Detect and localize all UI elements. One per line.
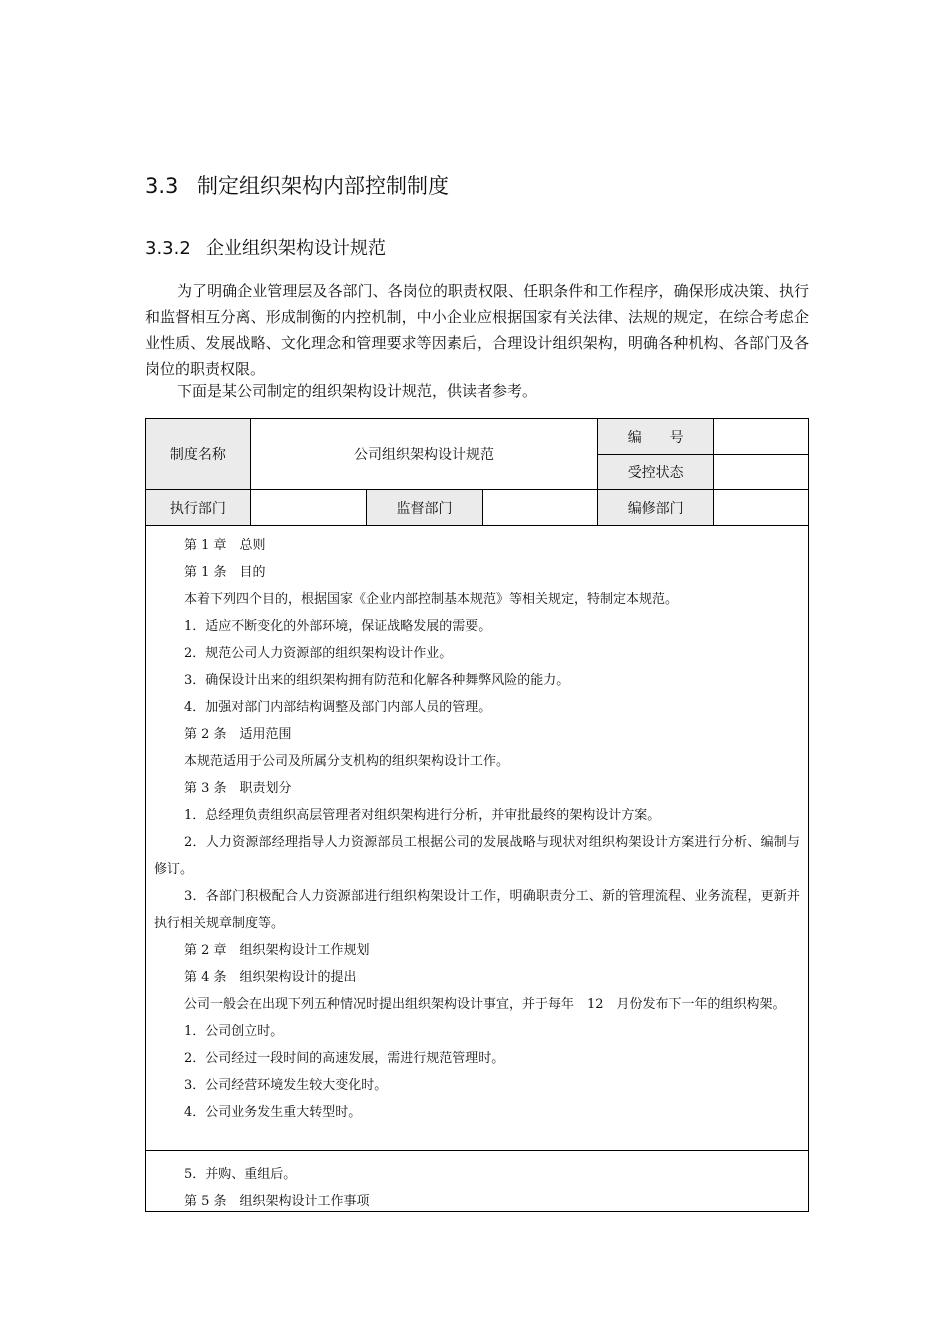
regulation-body-continued bbox=[145, 1150, 809, 1212]
body-line: 第 1 章 总则 bbox=[184, 538, 266, 553]
status-label: 受控状态 bbox=[598, 455, 714, 490]
name-value: 公司组织架构设计规范 bbox=[250, 419, 597, 490]
body-line: 第 5 条 组织架构设计工作事项 bbox=[184, 1194, 370, 1209]
body-line: 1．适应不断变化的外部环境，保证战略发展的需要。 bbox=[184, 619, 492, 634]
body-line: 2．人力资源部经理指导人力资源部员工根据公司的发展战略与现状对组织构架设计方案进行分析、编制与修订。 bbox=[154, 835, 800, 877]
number-value bbox=[714, 419, 809, 455]
supervise-dept-value bbox=[483, 490, 598, 526]
body-line: 第 2 章 组织架构设计工作规划 bbox=[184, 943, 370, 958]
exec-dept-value bbox=[250, 490, 366, 526]
intro-paragraph: 为了明确企业管理层及各部门、各岗位的职责权限、任职条件和工作程序，确保形成决策、执行和监督相互分离、形成制衡的内控机制，中小企业应根据国家有关法律、法规的规定，在综合考虑企业性质、发展战略、文化理念和管理要求等因素后，合理设计组织架构，明确各种机构、各部门及各岗位的职责权限。 bbox=[145, 282, 809, 378]
body-line: 5．并购、重组后。 bbox=[184, 1167, 297, 1182]
body-line: 2．规范公司人力资源部的组织架构设计作业。 bbox=[184, 646, 453, 661]
subsection-number: 3.3.2 bbox=[145, 238, 191, 259]
body-line: 2．公司经过一段时间的高速发展，需进行规范管理时。 bbox=[184, 1051, 505, 1066]
body-line: 本着下列四个目的，根据国家《企业内部控制基本规范》等相关规定，特制定本规范。 bbox=[184, 592, 679, 607]
body-line: 第 1 条 目的 bbox=[184, 565, 266, 580]
edit-dept-label: 编修部门 bbox=[598, 490, 714, 526]
regulation-header-table bbox=[145, 418, 809, 526]
section-number: 3.3 bbox=[145, 174, 179, 198]
subsection-heading bbox=[145, 234, 386, 260]
edit-dept-value bbox=[714, 490, 809, 526]
name-label: 制度名称 bbox=[146, 419, 251, 490]
section-title: 制定组织架构内部控制制度 bbox=[197, 174, 449, 198]
body-line: 第 2 条 适用范围 bbox=[184, 727, 292, 742]
body-line: 公司一般会在出现下列五种情况时提出组织架构设计事宜，并于每年 12 月份发布下一年的组织构架。 bbox=[184, 997, 786, 1012]
body-line: 第 4 条 组织架构设计的提出 bbox=[184, 970, 357, 985]
supervise-dept-label: 监督部门 bbox=[366, 490, 483, 526]
number-label: 编 号 bbox=[598, 419, 714, 455]
subsection-title: 企业组织架构设计规范 bbox=[206, 238, 386, 259]
intro-paragraph-reference: 下面是某公司制定的组织架构设计规范，供读者参考。 bbox=[177, 382, 538, 400]
body-line: 4．公司业务发生重大转型时。 bbox=[184, 1105, 362, 1120]
regulation-body bbox=[145, 524, 809, 1151]
body-line: 本规范适用于公司及所属分支机构的组织架构设计工作。 bbox=[184, 754, 510, 769]
body-line: 4．加强对部门内部结构调整及部门内部人员的管理。 bbox=[184, 700, 492, 715]
body-line: 3．各部门积极配合人力资源部进行组织构架设计工作，明确职责分工、新的管理流程、业务流程，更新并执行相关规章制度等。 bbox=[154, 889, 800, 931]
body-line: 1．总经理负责组织高层管理者对组织架构进行分析，并审批最终的架构设计方案。 bbox=[184, 808, 661, 823]
status-value bbox=[714, 455, 809, 490]
exec-dept-label: 执行部门 bbox=[146, 490, 251, 526]
body-line: 3．公司经营环境发生较大变化时。 bbox=[184, 1078, 388, 1093]
section-heading bbox=[145, 170, 449, 200]
body-line: 第 3 条 职责划分 bbox=[184, 781, 292, 796]
body-line: 1．公司创立时。 bbox=[184, 1024, 284, 1039]
body-line: 3．确保设计出来的组织架构拥有防范和化解各种舞弊风险的能力。 bbox=[184, 673, 570, 688]
